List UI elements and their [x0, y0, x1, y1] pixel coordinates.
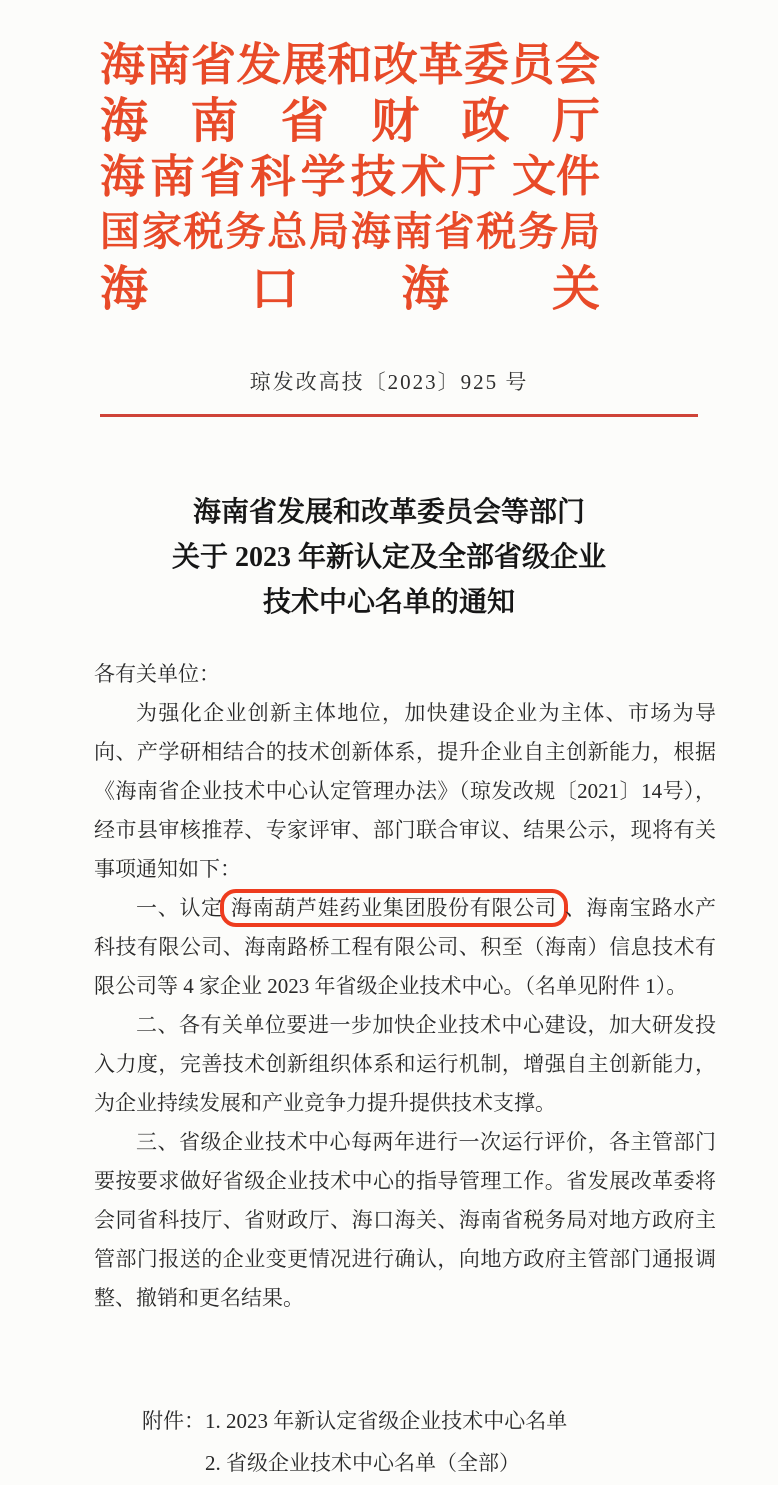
red-divider-rule	[100, 414, 698, 417]
attachments-list	[205, 1400, 567, 1484]
letterhead-line-science-technology-department	[100, 144, 600, 200]
notice-body	[94, 655, 716, 1484]
notice-title-line-3: 技术中心名单的通知	[262, 587, 515, 618]
attachment-item-2: 2. 省级企业技术中心名单（全部）	[205, 1451, 520, 1475]
notice-title-line-1: 海南省发展和改革委员会等部门	[192, 497, 585, 528]
letterhead-line-haikou-customs	[100, 256, 600, 316]
letterhead-line-tax-bureau	[100, 200, 600, 256]
letterhead-line-text: 国 家 税 务 总 局 海 南 省 税 务 局	[100, 208, 600, 254]
paragraph-item-1	[94, 889, 716, 1006]
attachments-block	[142, 1400, 716, 1484]
letterhead-line-development-reform-commission	[100, 32, 600, 88]
attachments-label: 附件：	[142, 1409, 205, 1433]
notice-title	[0, 490, 778, 625]
letterhead-line-text: 海 南 省 发 展 和 改 革 委 员 会	[100, 39, 600, 90]
letterhead	[100, 32, 600, 316]
highlighted-company-annotation: 海南葫芦娃药业集团股份有限公司	[220, 889, 568, 927]
letterhead-document-suffix: 文件	[512, 152, 600, 201]
letterhead-line-finance-department	[100, 88, 600, 148]
letterhead-line-text: 海 南 省 财 政 厅	[100, 94, 600, 148]
paragraph-intro: 为强化企业创新主体地位，加快建设企业为主体、市场为导向、产学研相结合的技术创新体系，提升企业自主创新能力，根据《海南省企业技术中心认定管理办法》（琼发改规〔2021〕14号），经市县审核推荐、专家评审、部门联合审议、结果公示，现将有关事项通知如下：	[94, 701, 716, 881]
attachment-item-1: 1. 2023 年新认定省级企业技术中心名单	[205, 1409, 568, 1433]
item-1-prefix: 一、认定	[136, 896, 223, 920]
item-1-suffix: 、海南宝路水产科技有限公司、海南路桥工程有限公司、积至（海南）信息技术有限公司等 4 家企业 2023 年省级企业技术中心。（名单见附件 1）。	[94, 896, 717, 998]
paragraph-item-2: 二、各有关单位要进一步加快企业技术中心建设，加大研发投入力度，完善技术创新组织体系和运行机制，增强自主创新能力，为企业持续发展和产业竞争力提升提供技术支撑。	[94, 1013, 716, 1115]
salutation: 各有关单位：	[94, 662, 220, 686]
paragraph-item-3: 三、省级企业技术中心每两年进行一次运行评价，各主管部门要按要求做好省级企业技术中心的指导管理工作。省发展改革委将会同省科技厅、省财政厅、海口海关、海南省税务局对地方政府主管部门报送的企业变更情况进行确认，向地方政府主管部门通报调整、撤销和更名结果。	[94, 1130, 716, 1310]
letterhead-line-text: 海 口 海 关	[100, 262, 600, 316]
document-number: 琼发改高技〔2023〕925 号	[249, 370, 529, 394]
letterhead-line-text: 海 南 省 科 学 技 术 厅	[100, 151, 496, 202]
notice-title-line-2: 关于 2023 年新认定及全部省级企业	[171, 542, 606, 573]
